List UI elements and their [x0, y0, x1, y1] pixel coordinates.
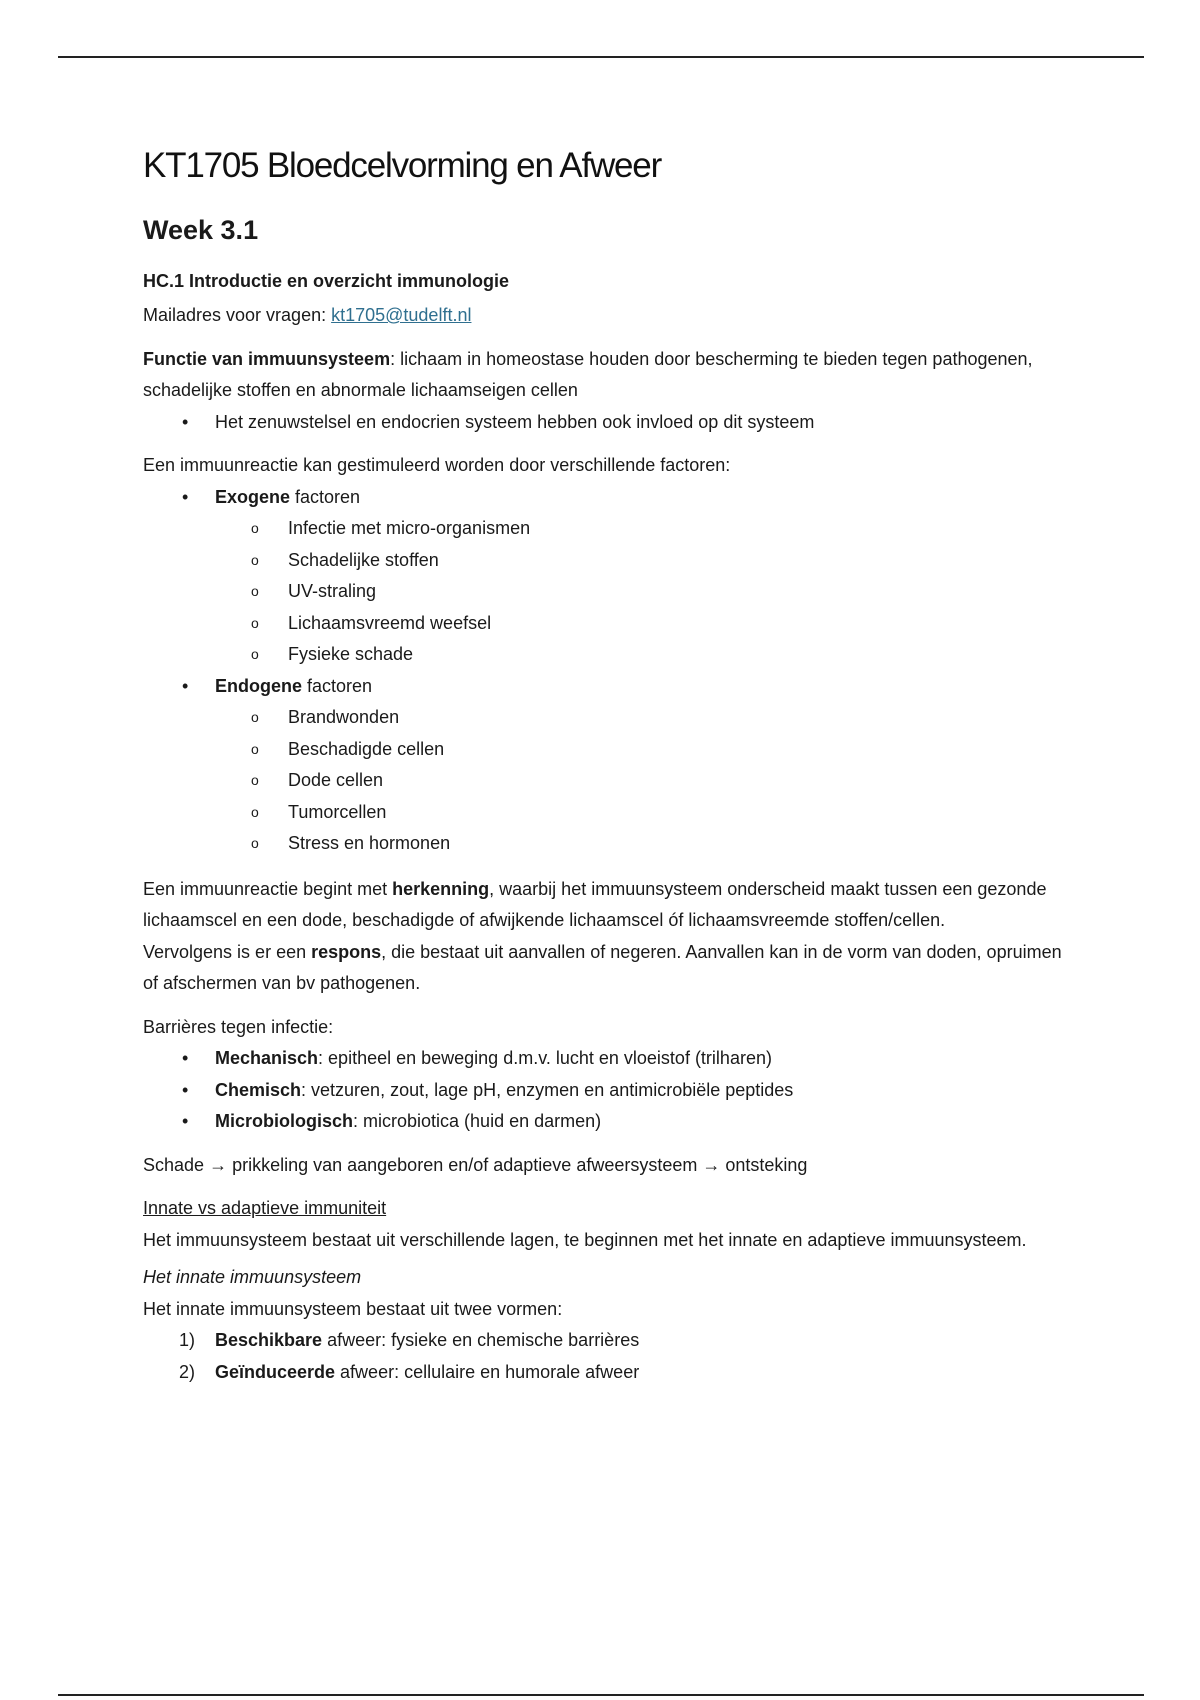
- innate-term: Geïnduceerde: [215, 1361, 336, 1382]
- bullet-icon: •: [182, 411, 189, 432]
- lecture-heading: HC.1 Introductie en overzicht immunologie: [143, 271, 510, 291]
- barriers-list: [143, 1043, 1063, 1138]
- sub-list-item: [143, 828, 1063, 860]
- recognition-text: , waarbij het immuunsysteem onderscheid maakt tussen een gezonde lichaamscel en een dode, beschadigde of afwijkende lichaamscel óf lichaamsvreemde stoffen/cellen.: [143, 878, 1047, 930]
- mail-link[interactable]: kt1705@tudelft.nl: [331, 305, 472, 325]
- recognition-text: Een immuunreactie begint met: [143, 878, 393, 899]
- top-rule: [58, 56, 1144, 58]
- exogenous-term: Exogene: [215, 486, 291, 507]
- barrier-term: Mechanisch: [215, 1048, 319, 1068]
- mail-label: Mailadres voor vragen:: [143, 305, 332, 325]
- sub-list-item: [143, 545, 1063, 577]
- list-item-endogenous: [143, 671, 1063, 703]
- endogenous-item: Brandwonden: [288, 707, 400, 727]
- bullet-icon: •: [182, 1048, 189, 1068]
- sub-list-item: [143, 702, 1063, 734]
- barrier-term: Microbiologisch: [215, 1111, 354, 1131]
- barrier-text: : vetzuren, zout, lage pH, enzymen en antimicrobiële peptides: [301, 1079, 794, 1100]
- factors-list: [143, 482, 1063, 860]
- response-term: respons: [311, 941, 382, 962]
- list-item: [143, 1075, 1063, 1107]
- mail-line: [143, 300, 1063, 332]
- exogenous-item: Lichaamsvreemd weefsel: [288, 612, 492, 633]
- sub-list-item: [143, 576, 1063, 608]
- endogenous-rest: factoren: [302, 675, 373, 696]
- circle-bullet-icon: o: [251, 803, 259, 820]
- barrier-text: : epitheel en beweging d.m.v. lucht en vloeistof (trilharen): [318, 1048, 772, 1068]
- damage-text: ontsteking: [720, 1154, 808, 1175]
- recognition-term: herkenning: [392, 878, 490, 899]
- damage-text: prikkeling van aangeboren en/of adaptieve afweersysteem: [227, 1154, 703, 1175]
- document-title: KT1705 Bloedcelvorming en Afweer: [143, 146, 662, 185]
- circle-bullet-icon: o: [251, 740, 259, 757]
- bullet-icon: •: [182, 486, 189, 507]
- exogenous-rest: factoren: [290, 486, 361, 507]
- barrier-term: Chemisch: [215, 1079, 302, 1100]
- innate-list: [143, 1325, 1063, 1388]
- circle-bullet-icon: o: [251, 614, 259, 631]
- damage-text: Schade: [143, 1154, 210, 1175]
- numbered-item: [143, 1325, 1063, 1357]
- endogenous-item: Beschadigde cellen: [288, 738, 445, 759]
- innate-heading: [143, 1262, 1063, 1294]
- innate-term: Beschikbare: [215, 1330, 323, 1350]
- endogenous-item: Dode cellen: [288, 770, 384, 790]
- function-text: : lichaam in homeostase houden door bescherming te bieden tegen pathogenen, schadelijke stoffen en abnormale lichaamseigen cellen: [143, 348, 1033, 400]
- circle-bullet-icon: o: [251, 520, 259, 536]
- innate-intro: Het innate immuunsysteem bestaat uit twee vormen:: [143, 1298, 563, 1319]
- response-text: Vervolgens is er een: [143, 941, 312, 962]
- endogenous-item: Stress en hormonen: [288, 833, 451, 853]
- innate-heading-text: Het innate immuunsysteem: [143, 1267, 362, 1287]
- week-heading: Week 3.1: [143, 215, 259, 245]
- arrow-right-icon: →: [702, 1154, 721, 1175]
- circle-bullet-icon: o: [251, 772, 259, 788]
- numbered-item: [143, 1357, 1063, 1389]
- circle-bullet-icon: o: [251, 835, 259, 851]
- circle-bullet-icon: o: [251, 551, 259, 568]
- sub-list-item: [143, 734, 1063, 766]
- barrier-text: : microbiotica (huid en darmen): [353, 1111, 602, 1131]
- list-item: [143, 407, 1063, 439]
- bullet-icon: •: [182, 675, 189, 696]
- sub-list-item: [143, 639, 1063, 671]
- exogenous-item: Fysieke schade: [288, 644, 414, 664]
- function-bullet-text: Het zenuwstelsel en endocrien systeem hebben ook invloed op dit systeem: [215, 411, 815, 432]
- item-number: 2): [179, 1361, 196, 1382]
- bullet-icon: •: [182, 1111, 189, 1131]
- exogenous-item: Infectie met micro-organismen: [288, 518, 531, 538]
- endogenous-term: Endogene: [215, 675, 303, 696]
- endogenous-item: Tumorcellen: [288, 801, 387, 822]
- exogenous-item: UV-straling: [288, 581, 377, 601]
- sub-list-item: [143, 797, 1063, 829]
- item-number: 1): [179, 1330, 196, 1350]
- bottom-rule: [58, 1694, 1144, 1696]
- list-item: [143, 1106, 1063, 1138]
- document-page: [143, 140, 1063, 1388]
- bullet-icon: •: [182, 1079, 189, 1100]
- function-term: Functie van immuunsysteem: [143, 348, 391, 369]
- exogenous-item: Schadelijke stoffen: [288, 549, 439, 570]
- list-item: [143, 1043, 1063, 1075]
- sub-list-item: [143, 608, 1063, 640]
- circle-bullet-icon: o: [251, 709, 259, 725]
- arrow-right-icon: →: [209, 1154, 228, 1175]
- function-paragraph: [143, 344, 1063, 407]
- circle-bullet-icon: o: [251, 646, 259, 662]
- sub-list-item: [143, 513, 1063, 545]
- innate-vs-text: Het immuunsysteem bestaat uit verschillende lagen, te beginnen met het innate en adaptieve immuunsysteem.: [143, 1229, 1027, 1250]
- sub-list-item: [143, 765, 1063, 797]
- list-item-exogenous: [143, 482, 1063, 514]
- damage-line: [143, 1150, 1063, 1182]
- response-text: , die bestaat uit aanvallen of negeren. Aanvallen kan in de vorm van doden, opruimen of afschermen van bv pathogenen.: [143, 941, 1062, 993]
- function-list: [143, 407, 1063, 439]
- circle-bullet-icon: o: [251, 583, 259, 599]
- recognition-paragraph: [143, 874, 1063, 1000]
- innate-text: afweer: fysieke en chemische barrières: [322, 1330, 640, 1350]
- innate-text: afweer: cellulaire en humorale afweer: [335, 1361, 640, 1382]
- factors-intro: Een immuunreactie kan gestimuleerd worden door verschillende factoren:: [143, 455, 731, 475]
- barriers-intro: Barrières tegen infectie:: [143, 1016, 334, 1037]
- innate-vs-heading: Innate vs adaptieve immuniteit: [143, 1198, 387, 1218]
